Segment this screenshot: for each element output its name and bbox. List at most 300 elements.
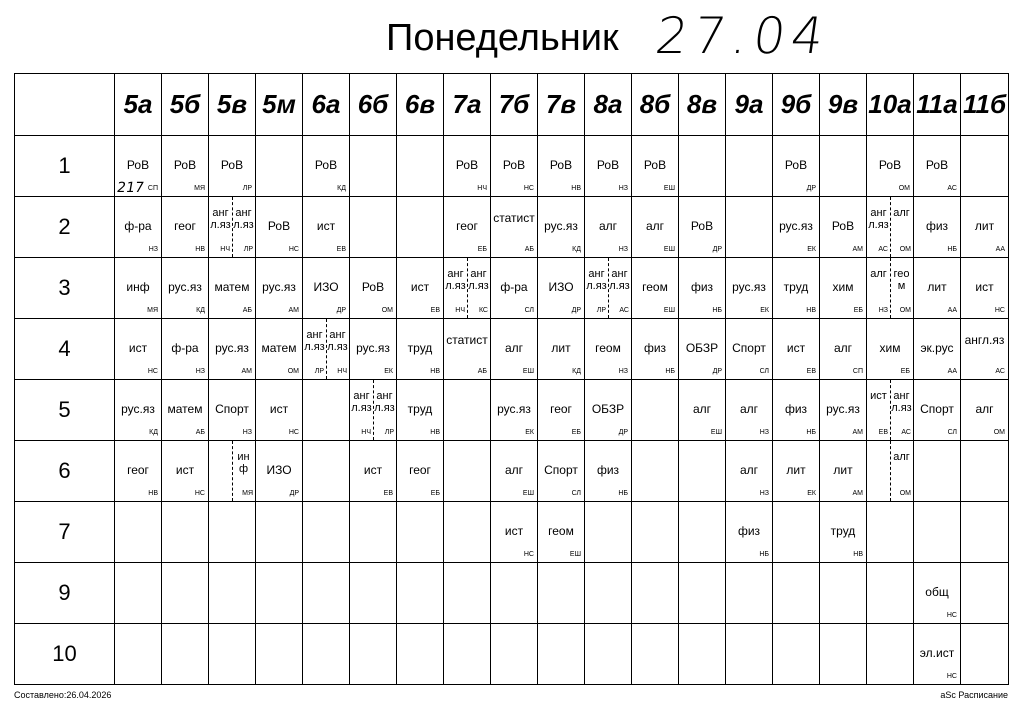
timetable-cell bbox=[538, 624, 585, 685]
timetable-cell bbox=[773, 502, 820, 563]
lesson-subject: рус.яз bbox=[497, 402, 531, 416]
timetable-cell bbox=[679, 380, 726, 441]
split-group-right bbox=[326, 319, 349, 379]
timetable-cell bbox=[491, 441, 538, 502]
group-divider bbox=[890, 258, 891, 318]
lesson-teacher: СП bbox=[852, 368, 863, 375]
timetable-cell bbox=[773, 319, 820, 380]
period-row bbox=[15, 197, 1009, 258]
lesson-subject: англ.яз bbox=[964, 333, 1005, 347]
timetable-cell bbox=[914, 441, 961, 502]
lesson-subject: англ.яз bbox=[351, 390, 372, 414]
split-group-left bbox=[867, 197, 890, 257]
lesson-subject: англ.яз bbox=[445, 268, 466, 292]
lesson-subject: физ bbox=[596, 463, 620, 477]
lesson-teacher: ЕК bbox=[525, 429, 534, 436]
group-divider bbox=[890, 197, 891, 257]
split-group-right bbox=[890, 258, 913, 318]
timetable-cell bbox=[350, 319, 397, 380]
timetable-cell bbox=[444, 319, 491, 380]
timetable-cell bbox=[867, 380, 914, 441]
lesson-teacher: НЧ bbox=[477, 185, 487, 192]
timetable-cell bbox=[867, 624, 914, 685]
lesson-subject: ИЗО bbox=[548, 280, 574, 294]
lesson-teacher: НЗ bbox=[242, 429, 252, 436]
lesson-teacher: НБ bbox=[806, 429, 816, 436]
lesson-subject: ф-ра bbox=[500, 280, 528, 294]
lesson-subject: РоВ bbox=[455, 158, 479, 172]
class-header: 9в bbox=[820, 74, 867, 136]
timetable-cell bbox=[303, 563, 350, 624]
timetable-cell bbox=[256, 441, 303, 502]
timetable-cell bbox=[961, 258, 1009, 319]
lesson-teacher: НЗ bbox=[618, 368, 628, 375]
lesson-subject: алг bbox=[893, 451, 910, 463]
timetable-cell bbox=[491, 502, 538, 563]
lesson-teacher: ЕВ bbox=[336, 246, 346, 253]
lesson-teacher: МЯ bbox=[147, 307, 158, 314]
period-number: 5 bbox=[15, 380, 115, 441]
lesson-teacher: АБ bbox=[195, 429, 205, 436]
lesson-subject: рус.яз bbox=[544, 219, 578, 233]
timetable-cell bbox=[773, 624, 820, 685]
lesson-teacher: АА bbox=[995, 246, 1005, 253]
timetable-cell bbox=[867, 136, 914, 197]
lesson-subject: РоВ bbox=[643, 158, 667, 172]
lesson-teacher: НВ bbox=[195, 246, 205, 253]
timetable-cell bbox=[397, 380, 444, 441]
lesson-subject: англ.яз bbox=[233, 207, 254, 231]
timetable-cell bbox=[209, 563, 256, 624]
lesson-teacher: КД bbox=[572, 246, 581, 253]
lesson-teacher: НС bbox=[994, 307, 1005, 314]
timetable-cell bbox=[397, 258, 444, 319]
class-header: 8а bbox=[585, 74, 632, 136]
lesson-subject: инф bbox=[237, 451, 250, 475]
lesson-subject: алг bbox=[598, 219, 618, 233]
group-divider bbox=[326, 319, 327, 379]
group-divider bbox=[467, 258, 468, 318]
timetable-cell bbox=[585, 563, 632, 624]
period-number: 1 bbox=[15, 136, 115, 197]
timetable-cell bbox=[585, 441, 632, 502]
timetable-cell bbox=[820, 624, 867, 685]
timetable bbox=[14, 73, 1009, 685]
timetable-cell bbox=[585, 624, 632, 685]
lesson-teacher: СП bbox=[147, 185, 158, 192]
lesson-subject: алг bbox=[504, 341, 524, 355]
lesson-teacher: ДР bbox=[336, 307, 346, 314]
lesson-subject: РоВ bbox=[220, 158, 244, 172]
timetable-cell bbox=[820, 136, 867, 197]
lesson-teacher: АМ bbox=[288, 307, 299, 314]
lesson-teacher: АА bbox=[947, 368, 957, 375]
lesson-subject: рус.яз bbox=[356, 341, 390, 355]
lesson-subject: геом bbox=[893, 268, 910, 292]
page-title: Понедельник bbox=[386, 17, 619, 59]
timetable-cell bbox=[397, 502, 444, 563]
lesson-teacher: АМ bbox=[852, 490, 863, 497]
lesson-teacher: НЗ bbox=[618, 185, 628, 192]
timetable-cell bbox=[397, 319, 444, 380]
timetable-cell bbox=[444, 136, 491, 197]
lesson-subject: эк.рус bbox=[920, 341, 954, 355]
footer-app-name: aSc Расписание bbox=[940, 690, 1008, 700]
lesson-teacher: ДР bbox=[618, 429, 628, 436]
period-row bbox=[15, 624, 1009, 685]
lesson-teacher: ДР bbox=[712, 246, 722, 253]
timetable-cell bbox=[444, 380, 491, 441]
timetable-cell bbox=[491, 197, 538, 258]
lesson-subject: рус.яз bbox=[121, 402, 155, 416]
class-header: 7а bbox=[444, 74, 491, 136]
timetable-cell bbox=[867, 197, 914, 258]
lesson-teacher: СЛ bbox=[524, 307, 534, 314]
lesson-teacher: АС bbox=[878, 246, 888, 253]
timetable-cell bbox=[444, 258, 491, 319]
lesson-subject: ист bbox=[870, 390, 887, 402]
class-header: 8б bbox=[632, 74, 679, 136]
lesson-subject: РоВ bbox=[690, 219, 714, 233]
timetable-cell bbox=[444, 624, 491, 685]
timetable-cell bbox=[867, 502, 914, 563]
timetable-cell bbox=[162, 136, 209, 197]
timetable-cell bbox=[632, 502, 679, 563]
lesson-teacher: ДР bbox=[806, 185, 816, 192]
lesson-teacher: КС bbox=[478, 307, 488, 314]
lesson-subject: труд bbox=[407, 402, 433, 416]
timetable-cell bbox=[115, 136, 162, 197]
class-header: 6а bbox=[303, 74, 350, 136]
timetable-cell bbox=[491, 136, 538, 197]
timetable-cell bbox=[726, 502, 773, 563]
lesson-teacher: ЕШ bbox=[663, 307, 675, 314]
class-header: 11б bbox=[961, 74, 1009, 136]
timetable-cell bbox=[397, 197, 444, 258]
lesson-teacher: АА bbox=[947, 307, 957, 314]
lesson-teacher: АБ bbox=[242, 307, 252, 314]
timetable-cell bbox=[162, 563, 209, 624]
lesson-subject: алг bbox=[893, 207, 910, 219]
lesson-teacher: ЕБ bbox=[571, 429, 581, 436]
timetable-cell bbox=[303, 258, 350, 319]
lesson-subject: эл.ист bbox=[919, 646, 955, 660]
timetable-cell bbox=[726, 624, 773, 685]
lesson-subject: Спорт bbox=[215, 402, 249, 416]
lesson-teacher: НС bbox=[194, 490, 205, 497]
lesson-subject: матем bbox=[214, 280, 250, 294]
lesson-subject: англ.яз bbox=[586, 268, 607, 292]
lesson-subject: алг bbox=[833, 341, 853, 355]
class-header: 10а bbox=[867, 74, 914, 136]
lesson-subject: лит bbox=[833, 463, 853, 477]
lesson-subject: ист bbox=[175, 463, 195, 477]
lesson-subject: ф-ра bbox=[124, 219, 152, 233]
lesson-subject: геог bbox=[409, 463, 431, 477]
timetable-cell bbox=[350, 624, 397, 685]
split-group-left bbox=[585, 258, 608, 318]
timetable-cell bbox=[491, 563, 538, 624]
lesson-teacher: МЯ bbox=[242, 490, 253, 497]
lesson-teacher: ЛР bbox=[314, 368, 324, 375]
lesson-teacher: ОМ bbox=[287, 368, 299, 375]
lesson-teacher: ЕВ bbox=[383, 490, 393, 497]
period-number: 9 bbox=[15, 563, 115, 624]
lesson-subject: алг bbox=[739, 402, 759, 416]
timetable-cell bbox=[350, 380, 397, 441]
timetable-cell bbox=[538, 380, 585, 441]
lesson-teacher: НБ bbox=[712, 307, 722, 314]
lesson-teacher: НЗ bbox=[878, 307, 888, 314]
lesson-subject: англ.яз bbox=[304, 329, 325, 353]
timetable-cell bbox=[679, 319, 726, 380]
lesson-subject: геог bbox=[456, 219, 478, 233]
lesson-subject: РоВ bbox=[173, 158, 197, 172]
timetable-cell bbox=[397, 441, 444, 502]
timetable-cell bbox=[115, 563, 162, 624]
lesson-teacher: АМ bbox=[852, 246, 863, 253]
timetable-cell bbox=[209, 502, 256, 563]
lesson-teacher: ОМ bbox=[898, 185, 910, 192]
timetable-cell bbox=[585, 502, 632, 563]
lesson-teacher: ЕБ bbox=[477, 246, 487, 253]
class-header: 7б bbox=[491, 74, 538, 136]
timetable-cell bbox=[209, 136, 256, 197]
timetable-cell bbox=[256, 624, 303, 685]
class-header: 5в bbox=[209, 74, 256, 136]
timetable-cell bbox=[162, 624, 209, 685]
timetable-cell bbox=[632, 258, 679, 319]
lesson-subject: РоВ bbox=[878, 158, 902, 172]
lesson-subject: рус.яз bbox=[779, 219, 813, 233]
lesson-teacher: НС bbox=[523, 185, 534, 192]
timetable-cell bbox=[679, 197, 726, 258]
timetable-cell bbox=[679, 624, 726, 685]
timetable-cell bbox=[162, 502, 209, 563]
timetable-cell bbox=[961, 136, 1009, 197]
lesson-subject: алг bbox=[870, 268, 887, 280]
lesson-subject: рус.яз bbox=[262, 280, 296, 294]
timetable-cell bbox=[726, 319, 773, 380]
timetable-cell bbox=[444, 441, 491, 502]
lesson-teacher: АС bbox=[995, 368, 1005, 375]
lesson-teacher: ЛР bbox=[243, 246, 253, 253]
timetable-cell bbox=[397, 563, 444, 624]
lesson-subject: РоВ bbox=[502, 158, 526, 172]
lesson-subject: геог bbox=[550, 402, 572, 416]
lesson-subject: алг bbox=[692, 402, 712, 416]
period-number: 7 bbox=[15, 502, 115, 563]
lesson-subject: хим bbox=[832, 280, 854, 294]
lesson-teacher: НЗ bbox=[759, 429, 769, 436]
split-group-left bbox=[209, 197, 232, 257]
lesson-subject: геог bbox=[174, 219, 196, 233]
timetable-cell bbox=[397, 136, 444, 197]
lesson-teacher: ОМ bbox=[899, 490, 911, 497]
timetable-body bbox=[15, 136, 1009, 685]
lesson-teacher: НС bbox=[946, 673, 957, 680]
lesson-teacher: НС bbox=[288, 429, 299, 436]
group-divider bbox=[232, 197, 233, 257]
timetable-cell bbox=[256, 380, 303, 441]
lesson-subject: физ bbox=[925, 219, 949, 233]
timetable-cell bbox=[632, 319, 679, 380]
lesson-teacher: ЕК bbox=[760, 307, 769, 314]
lesson-teacher: НВ bbox=[853, 551, 863, 558]
timetable-cell bbox=[961, 624, 1009, 685]
lesson-subject: РоВ bbox=[596, 158, 620, 172]
timetable-cell bbox=[444, 502, 491, 563]
lesson-subject: матем bbox=[167, 402, 203, 416]
timetable-cell bbox=[632, 136, 679, 197]
lesson-teacher: НВ bbox=[806, 307, 816, 314]
timetable-cell bbox=[162, 441, 209, 502]
timetable-cell bbox=[303, 197, 350, 258]
class-header: 5б bbox=[162, 74, 209, 136]
timetable-cell bbox=[632, 624, 679, 685]
timetable-cell bbox=[820, 441, 867, 502]
lesson-subject: лит bbox=[927, 280, 947, 294]
timetable-cell bbox=[679, 502, 726, 563]
timetable-cell bbox=[303, 319, 350, 380]
period-row bbox=[15, 258, 1009, 319]
lesson-teacher: НБ bbox=[618, 490, 628, 497]
timetable-cell bbox=[820, 319, 867, 380]
period-row bbox=[15, 136, 1009, 197]
lesson-subject: общ bbox=[925, 585, 949, 599]
split-group-left bbox=[867, 380, 890, 440]
timetable-cell bbox=[726, 136, 773, 197]
lesson-subject: РоВ bbox=[925, 158, 949, 172]
timetable-cell bbox=[303, 502, 350, 563]
lesson-subject: ИЗО bbox=[266, 463, 292, 477]
split-group-left bbox=[209, 441, 232, 501]
timetable-cell bbox=[209, 441, 256, 502]
class-header: 5м bbox=[256, 74, 303, 136]
lesson-subject: ИЗО bbox=[313, 280, 339, 294]
lesson-subject: РоВ bbox=[361, 280, 385, 294]
group-divider bbox=[232, 441, 233, 501]
lesson-subject: геом bbox=[548, 524, 574, 538]
lesson-teacher: НЗ bbox=[618, 246, 628, 253]
lesson-teacher: ОМ bbox=[899, 307, 911, 314]
lesson-teacher: АБ bbox=[524, 246, 534, 253]
lesson-subject: статист bbox=[446, 333, 488, 347]
timetable-cell bbox=[350, 502, 397, 563]
lesson-teacher: АС bbox=[947, 185, 957, 192]
timetable-cell bbox=[726, 563, 773, 624]
lesson-subject: труд bbox=[407, 341, 433, 355]
lesson-teacher: ЕВ bbox=[430, 307, 440, 314]
period-number: 3 bbox=[15, 258, 115, 319]
lesson-teacher: ЕБ bbox=[430, 490, 440, 497]
lesson-teacher: ЕБ bbox=[900, 368, 910, 375]
timetable-cell bbox=[961, 197, 1009, 258]
timetable-cell bbox=[585, 136, 632, 197]
timetable-cell bbox=[961, 441, 1009, 502]
lesson-subject: РоВ bbox=[314, 158, 338, 172]
lesson-teacher: ЕШ bbox=[663, 246, 675, 253]
timetable-cell bbox=[961, 563, 1009, 624]
timetable-cell bbox=[773, 563, 820, 624]
timetable-cell bbox=[679, 441, 726, 502]
lesson-teacher: ЕК bbox=[807, 246, 816, 253]
timetable-cell bbox=[867, 563, 914, 624]
split-group-right bbox=[467, 258, 490, 318]
lesson-teacher: ЕВ bbox=[878, 429, 888, 436]
timetable-cell bbox=[115, 258, 162, 319]
lesson-subject: геом bbox=[595, 341, 621, 355]
timetable-cell bbox=[115, 319, 162, 380]
timetable-cell bbox=[491, 380, 538, 441]
timetable-cell bbox=[961, 502, 1009, 563]
lesson-teacher: ЕШ bbox=[710, 429, 722, 436]
lesson-teacher: ЕВ bbox=[806, 368, 816, 375]
timetable-cell bbox=[350, 441, 397, 502]
lesson-subject: ист bbox=[410, 280, 430, 294]
timetable-cell bbox=[303, 380, 350, 441]
timetable-cell bbox=[115, 502, 162, 563]
lesson-subject: Спорт bbox=[732, 341, 766, 355]
timetable-cell bbox=[538, 563, 585, 624]
lesson-subject: лит bbox=[551, 341, 571, 355]
timetable-cell bbox=[303, 441, 350, 502]
timetable-cell bbox=[209, 380, 256, 441]
period-number: 10 bbox=[15, 624, 115, 685]
split-group-right bbox=[890, 197, 913, 257]
lesson-subject: ОБЗР bbox=[685, 341, 719, 355]
lesson-subject: Спорт bbox=[920, 402, 954, 416]
lesson-teacher: ДР bbox=[571, 307, 581, 314]
class-header: 9а bbox=[726, 74, 773, 136]
timetable-cell bbox=[632, 563, 679, 624]
lesson-teacher: НБ bbox=[665, 368, 675, 375]
lesson-subject: алг bbox=[975, 402, 994, 416]
lesson-teacher: КД bbox=[149, 429, 158, 436]
timetable-cell bbox=[914, 380, 961, 441]
timetable-cell bbox=[726, 380, 773, 441]
lesson-subject: геом bbox=[642, 280, 668, 294]
lesson-subject: англ.яз bbox=[891, 390, 912, 414]
timetable-cell bbox=[820, 258, 867, 319]
timetable-cell bbox=[256, 258, 303, 319]
timetable-cell bbox=[115, 441, 162, 502]
split-group-left bbox=[350, 380, 373, 440]
lesson-subject: рус.яз bbox=[215, 341, 249, 355]
group-divider bbox=[373, 380, 374, 440]
corner-cell bbox=[15, 74, 115, 136]
period-row bbox=[15, 319, 1009, 380]
lesson-subject: физ bbox=[690, 280, 714, 294]
timetable-cell bbox=[538, 319, 585, 380]
lesson-teacher: НБ bbox=[759, 551, 769, 558]
lesson-teacher: НБ bbox=[947, 246, 957, 253]
lesson-subject: англ.яз bbox=[868, 207, 889, 231]
timetable-cell bbox=[350, 563, 397, 624]
split-group-right bbox=[890, 380, 913, 440]
lesson-subject: физ bbox=[643, 341, 667, 355]
timetable-cell bbox=[679, 563, 726, 624]
lesson-teacher: ЛР bbox=[596, 307, 606, 314]
lesson-teacher: АБ bbox=[477, 368, 487, 375]
period-row bbox=[15, 563, 1009, 624]
timetable-cell bbox=[162, 258, 209, 319]
lesson-subject: алг bbox=[739, 463, 759, 477]
lesson-teacher: НЗ bbox=[759, 490, 769, 497]
timetable-cell bbox=[209, 624, 256, 685]
timetable-cell bbox=[256, 319, 303, 380]
timetable-cell bbox=[585, 197, 632, 258]
